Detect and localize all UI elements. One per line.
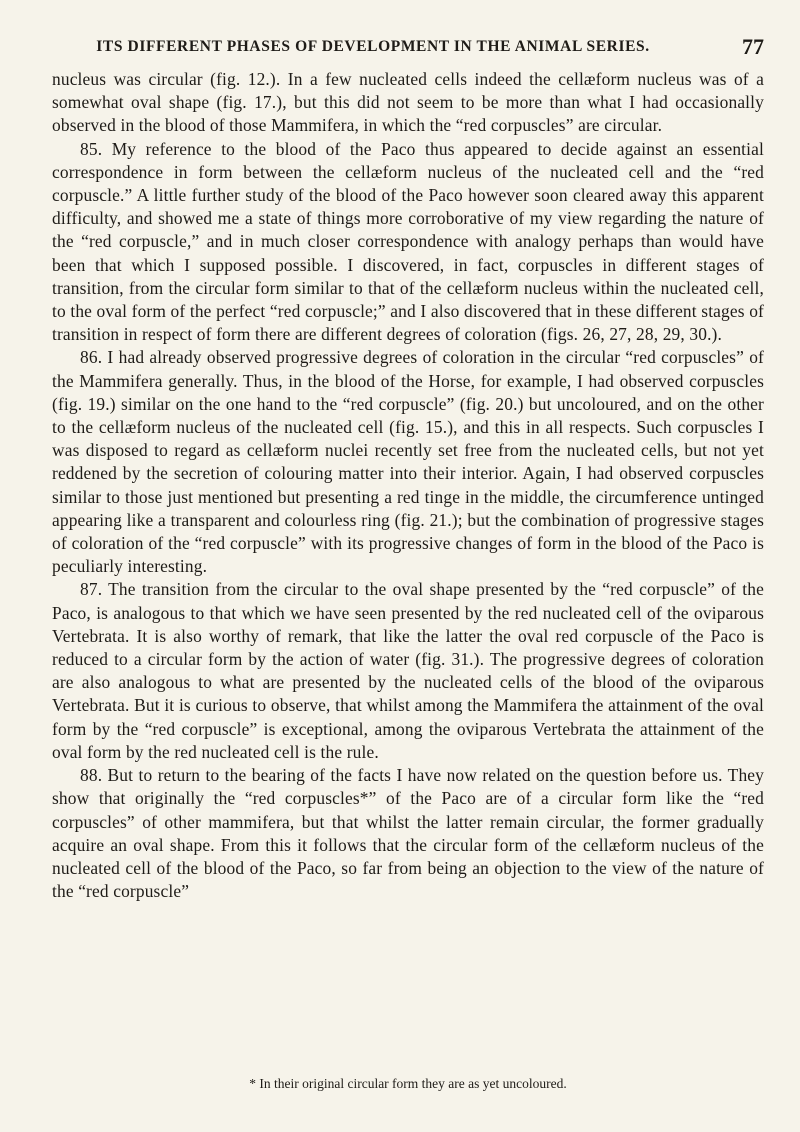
page-number: 77 [742,34,764,59]
running-title: ITS DIFFERENT PHASES OF DEVELOPMENT IN THE ANIMAL SERIES. [96,38,650,55]
page-header [52,34,764,62]
paragraph-87: 87. The transition from the circular to the oval shape presented by the “red corpuscle” of the Paco, is analogous to that which we have seen presented by the red nucleated cell of the oviparous Vertebrata. It is also worthy of remark, that like the latter the oval red corpuscle of the Paco is reduced to a circular form by the action of water (fig. 31.). The progressive degrees of coloration are also analogous to what are presented by the nucleated cells of the blood of the oviparous Vertebrata. But it is curious to observe, that whilst among the Mammifera the attainment of the oval form by the “red corpuscle” is exceptional, among the oviparous Vertebrata the attainment of the oval form by the red nucleated cell is the rule. [52,579,764,762]
footnote: * In their original circular form they are as yet uncoloured. [249,1076,567,1091]
paragraph-88: 88. But to return to the bearing of the facts I have now related on the question before us. They show that originally the “red corpuscles*” of the Paco are of a circular form like the “red corpuscles” of other mammifera, but that whilst the latter remain circular, the former gradually acquire an oval shape. From this it follows that the circular form of the cellæform nucleus of the nucleated cell of the blood of the Paco, so far from being an objection to the view of the nature of the “red corpuscle” [52,765,764,902]
paragraph-85: 85. My reference to the blood of the Paco thus appeared to decide against an essential correspondence in form between the cellæform nucleus of the nucleated cell and the “red corpuscle.” A little further study of the blood of the Paco however soon cleared away this apparent difficulty, and showed me a state of things more corroborative of my view regarding the nature of the “red corpuscle,” and in much closer correspondence with analogy perhaps than would have been that which I supposed possible. I discovered, in fact, corpuscles in different stages of transition, from the circular form similar to that of the cellæform nucleus within the nucleated cell, to the oval form of the perfect “red corpuscle;” and I also discovered that in these different stages of transition in respect of form there are different degrees of coloration (figs. 26, 27, 28, 29, 30.). [52,138,764,345]
body-text [52,68,764,903]
paragraph-86: 86. I had already observed progressive degrees of coloration in the circular “red corpuscles” of the Mammifera generally. Thus, in the blood of the Horse, for example, I had observed corpuscles (fig. 19.) similar on the one hand to the “red corpuscle” (fig. 20.) but uncoloured, and on the other to the cellæform nucleus of the nucleated cell (fig. 15.), and this in all respects. Such corpuscles I was disposed to regard as cellæform nuclei recently set free from the nucleated cells, but not yet reddened by the secretion of colouring matter into their interior. Again, I had observed corpuscles similar to those just mentioned but presenting a red tinge in the middle, the circumference untinged appearing like a transparent and colourless ring (fig. 21.); but the combination of progressive stages of coloration of the “red corpuscle” with its progressive changes of form in the blood of the Paco is peculiarly interesting. [52,347,764,577]
paragraph-continuation: nucleus was circular (fig. 12.). In a few nucleated cells indeed the cellæform nucleus was of a somewhat oval shape (fig. 17.), but this did not seem to be more than what I had occasionally observed in the blood of those Mammifera, in which the “red corpuscles” are circular. [52,69,764,136]
